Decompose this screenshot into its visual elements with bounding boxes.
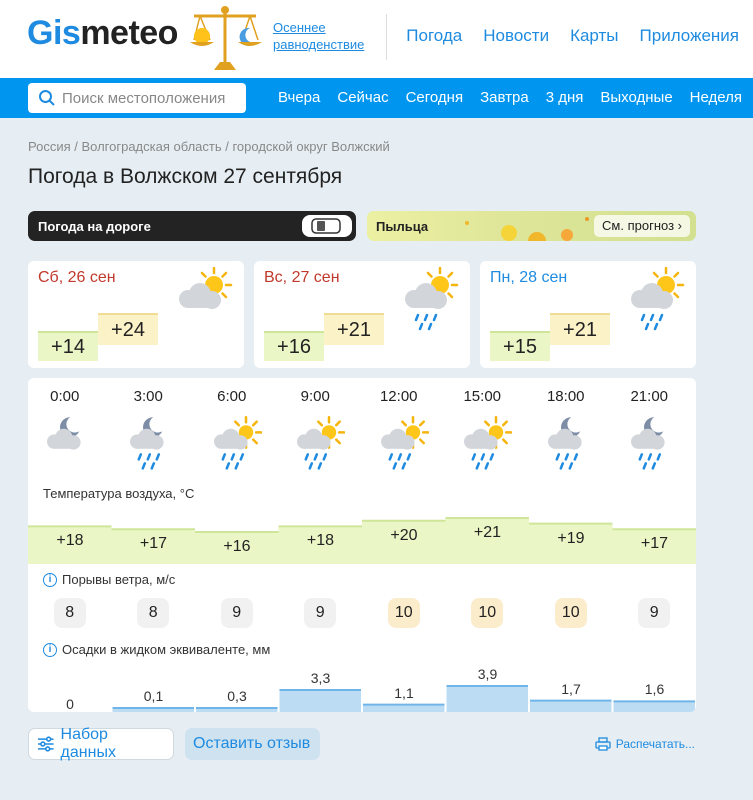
day-min-temp: +15 <box>490 331 550 361</box>
info-icon[interactable]: i <box>43 573 57 587</box>
feedback-label: Оставить отзыв <box>193 735 311 752</box>
road-weather-label: Погода на дороге <box>38 219 151 234</box>
hour-label: 9:00 <box>300 388 330 405</box>
header-divider <box>386 14 387 60</box>
day-card-sun[interactable] <box>254 261 470 368</box>
equinox-link[interactable]: Осеннее равноденствие <box>273 20 365 52</box>
hour-label: 15:00 <box>463 388 502 405</box>
feedback-button[interactable] <box>185 728 320 760</box>
day-max-temp: +21 <box>550 313 610 345</box>
tab-yesterday[interactable]: Вчера <box>278 89 321 106</box>
temp-value: +18 <box>56 532 84 550</box>
precip-value: 3,3 <box>310 670 331 686</box>
wind-value: 10 <box>555 598 587 628</box>
search-placeholder: Поиск местоположения <box>62 89 226 107</box>
pollen-forecast-label: См. прогноз <box>602 218 675 233</box>
tab-weekend[interactable]: Выходные <box>600 89 673 106</box>
hourly-forecast <box>28 378 696 712</box>
wind-value: 9 <box>221 598 253 628</box>
hour-label: 12:00 <box>379 388 418 405</box>
temp-label-text: Температура воздуха, °C <box>43 486 195 501</box>
precip-label-text: Осадки в жидком эквиваленте, мм <box>62 642 271 657</box>
tab-3days[interactable]: 3 дня <box>545 89 584 106</box>
hour-label: 6:00 <box>217 388 247 405</box>
scales-icon <box>186 4 264 74</box>
moon-cloud-rain-icon <box>536 416 596 466</box>
hour-label: 18:00 <box>546 388 585 405</box>
day-date: Вс, 27 сен <box>264 269 340 286</box>
print-label: Распечатать... <box>615 737 695 751</box>
search-icon <box>38 89 56 107</box>
precip-value: 0,3 <box>227 688 247 704</box>
nav-weather[interactable]: Погода <box>406 26 463 45</box>
info-icon[interactable]: i <box>43 643 57 657</box>
page-title: Погода в Волжском 27 сентября <box>28 165 343 188</box>
precip-bar <box>280 690 362 712</box>
tab-today[interactable]: Сегодня <box>405 89 464 106</box>
sun-cloud-rain-icon <box>400 267 464 337</box>
top-header <box>0 0 753 78</box>
day-nav <box>278 89 742 106</box>
day-max-temp: +21 <box>324 313 384 345</box>
sun-cloud-rain-icon <box>626 267 690 337</box>
print-link[interactable] <box>595 737 695 751</box>
nav-maps[interactable]: Карты <box>570 26 619 45</box>
temp-section-label <box>43 486 194 501</box>
tab-week[interactable]: Неделя <box>689 89 742 106</box>
day-min-temp: +16 <box>264 331 324 361</box>
temp-value: +17 <box>640 535 669 553</box>
car-icon <box>302 215 352 237</box>
sliders-icon <box>37 736 55 752</box>
wind-value: 9 <box>638 598 670 628</box>
temp-value: +21 <box>473 524 502 541</box>
wind-value: 9 <box>304 598 336 628</box>
pollen-banner[interactable] <box>367 211 696 241</box>
wind-section-label <box>43 572 175 587</box>
precip-bar <box>530 701 612 712</box>
day-card-sat[interactable] <box>28 261 244 368</box>
temp-value: +19 <box>557 529 585 547</box>
sun-cloud-rain-icon <box>285 416 345 466</box>
wind-value: 10 <box>388 598 420 628</box>
precip-bar <box>363 705 445 712</box>
precip-bar <box>614 701 696 712</box>
precip-value: 1,7 <box>561 680 581 697</box>
temp-value: +16 <box>223 538 251 555</box>
sun-cloud-rain-icon <box>202 416 262 466</box>
flowers-icon <box>457 211 597 241</box>
partly-cloudy-icon <box>174 267 238 337</box>
tab-now[interactable]: Сейчас <box>337 89 389 106</box>
precip-bar <box>447 686 529 712</box>
precip-value: 1,6 <box>644 681 665 698</box>
temp-value: +18 <box>306 532 335 550</box>
hour-label: 21:00 <box>630 388 669 405</box>
moon-cloud-icon <box>35 416 95 466</box>
day-date: Сб, 26 сен <box>38 269 116 286</box>
nav-bar <box>0 78 753 118</box>
hour-label: 0:00 <box>50 388 80 405</box>
day-card-mon[interactable] <box>480 261 696 368</box>
wind-value: 8 <box>54 598 86 628</box>
sun-cloud-rain-icon <box>369 416 429 466</box>
road-weather-banner[interactable] <box>28 211 356 241</box>
pollen-label: Пыльца <box>376 219 429 234</box>
hour-label: 3:00 <box>133 388 163 405</box>
tab-tomorrow[interactable]: Завтра <box>480 89 529 106</box>
printer-icon <box>595 737 611 751</box>
precip-value: 1,1 <box>394 684 414 701</box>
dataset-label: Набор данных <box>60 726 116 761</box>
precip-value: 3,9 <box>477 666 498 682</box>
day-max-temp: +24 <box>98 313 158 345</box>
search-input[interactable] <box>28 83 246 113</box>
gismeteo-logo[interactable]: Gismeteo <box>27 14 178 52</box>
temp-value: +20 <box>390 526 418 544</box>
dataset-button[interactable] <box>28 728 174 760</box>
precip-value: 0,1 <box>143 688 164 704</box>
wind-value: 8 <box>137 598 169 628</box>
hour-row <box>28 388 696 408</box>
precip-value: 0 <box>66 696 74 712</box>
moon-cloud-rain-icon <box>118 416 178 466</box>
pollen-forecast-button[interactable]: См. прогноз › <box>594 215 690 237</box>
breadcrumb[interactable]: Россия / Волгоградская область / городской округ Волжский <box>28 139 390 154</box>
top-nav <box>406 26 739 46</box>
moon-cloud-rain-icon <box>619 416 679 466</box>
wind-label-text: Порывы ветра, м/с <box>62 572 176 587</box>
temp-value: +17 <box>139 535 168 553</box>
wind-value: 10 <box>471 598 503 628</box>
nav-apps[interactable]: Приложения <box>639 26 739 45</box>
day-min-temp: +14 <box>38 331 98 361</box>
day-date: Пн, 28 сен <box>490 269 568 286</box>
nav-news[interactable]: Новости <box>483 26 550 45</box>
precip-section-label <box>43 642 270 657</box>
sun-cloud-rain-icon <box>452 416 512 466</box>
